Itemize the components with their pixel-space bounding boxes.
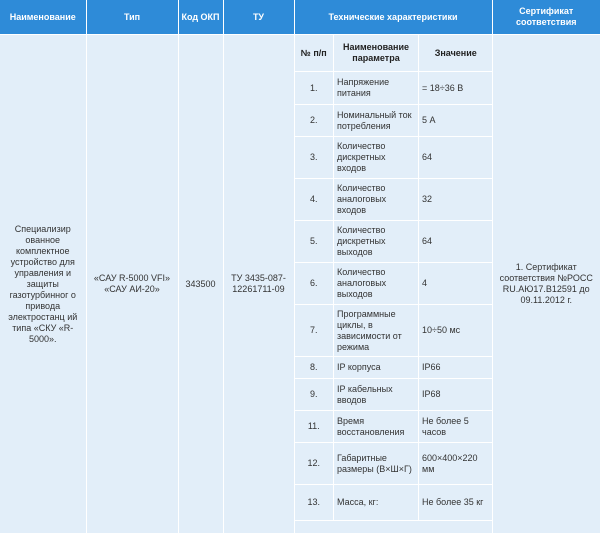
spec-param: Количество аналоговых входов xyxy=(334,179,419,221)
spec-num: 1. xyxy=(295,72,334,105)
spec-row xyxy=(295,221,493,263)
product-tu-cell: ТУ 3435-087-12261711-09 xyxy=(223,35,294,533)
spec-value: 64 xyxy=(419,137,493,179)
header-tech-specs: Технические характеристики xyxy=(294,0,492,35)
product-type-line: «САУ АИ-20» xyxy=(104,284,160,294)
spec-param: IP корпуса xyxy=(334,357,419,379)
spec-value: IP66 xyxy=(419,357,493,379)
spec-num: 2. xyxy=(295,105,334,137)
spec-num: 4. xyxy=(295,179,334,221)
spec-row xyxy=(295,411,493,443)
spec-num: 6. xyxy=(295,263,334,305)
product-type-cell xyxy=(86,35,178,533)
spec-value: Не более 35 кг xyxy=(419,485,493,521)
spec-num: 5. xyxy=(295,221,334,263)
spec-row xyxy=(295,263,493,305)
spec-row xyxy=(295,105,493,137)
header-okp-code: Код ОКП xyxy=(178,0,223,35)
spec-num: 8. xyxy=(295,357,334,379)
product-type-line: «САУ R-5000 VFI» xyxy=(93,273,171,283)
spec-value: Не более 5 часов xyxy=(419,411,493,443)
spec-param: Габаритные размеры (В×Ш×Г) xyxy=(334,443,419,485)
spec-value: IP68 xyxy=(419,379,493,411)
product-row xyxy=(0,35,600,533)
header-row xyxy=(0,0,600,35)
product-okp-cell: 343500 xyxy=(178,35,223,533)
spec-param: Количество аналоговых выходов xyxy=(334,263,419,305)
spec-value: 4 xyxy=(419,263,493,305)
spec-value: 600×400×220 мм xyxy=(419,443,493,485)
certificate-cell: 1. Сертификат соответствия №РОСС RU.АЮ17.В12591 до 09.11.2012 г. xyxy=(492,35,600,533)
tech-specs-table xyxy=(295,35,493,521)
specs-header-row xyxy=(295,35,493,72)
spec-row xyxy=(295,357,493,379)
spec-param: IP кабельных вводов xyxy=(334,379,419,411)
specs-header-value: Значение xyxy=(419,35,493,72)
spec-value: = 18÷36 В xyxy=(419,72,493,105)
specs-header-num: № п/п xyxy=(295,35,334,72)
spec-num: 11. xyxy=(295,411,334,443)
spec-row xyxy=(295,379,493,411)
tech-specs-cell xyxy=(294,35,492,533)
header-type: Тип xyxy=(86,0,178,35)
spec-param: Напряжение питания xyxy=(334,72,419,105)
spec-param: Программные циклы, в зависимости от режима xyxy=(334,305,419,357)
header-certificate: Сертификат соответствия xyxy=(492,0,600,35)
spec-row xyxy=(295,137,493,179)
spec-row xyxy=(295,443,493,485)
header-name: Наименование xyxy=(0,0,86,35)
spec-num: 13. xyxy=(295,485,334,521)
spec-param: Масса, кг: xyxy=(334,485,419,521)
header-tu: ТУ xyxy=(223,0,294,35)
spec-row xyxy=(295,72,493,105)
spec-param: Номинальный ток потребления xyxy=(334,105,419,137)
spec-num: 3. xyxy=(295,137,334,179)
spec-value: 32 xyxy=(419,179,493,221)
spec-param: Время восстановления xyxy=(334,411,419,443)
spec-param: Количество дискретных входов xyxy=(334,137,419,179)
spec-param: Количество дискретных выходов xyxy=(334,221,419,263)
spec-row xyxy=(295,179,493,221)
spec-row xyxy=(295,485,493,521)
spec-value: 64 xyxy=(419,221,493,263)
spec-num: 7. xyxy=(295,305,334,357)
spec-value: 10÷50 мс xyxy=(419,305,493,357)
product-name-cell: Специализир ованное комплектное устройство для управления и защиты газотурбинног о привода электростанц ий типа «СКУ «R-5000». xyxy=(0,35,86,533)
spec-row xyxy=(295,305,493,357)
spec-num: 12. xyxy=(295,443,334,485)
specs-header-param: Наименование параметра xyxy=(334,35,419,72)
spec-value: 5 А xyxy=(419,105,493,137)
spec-num: 9. xyxy=(295,379,334,411)
